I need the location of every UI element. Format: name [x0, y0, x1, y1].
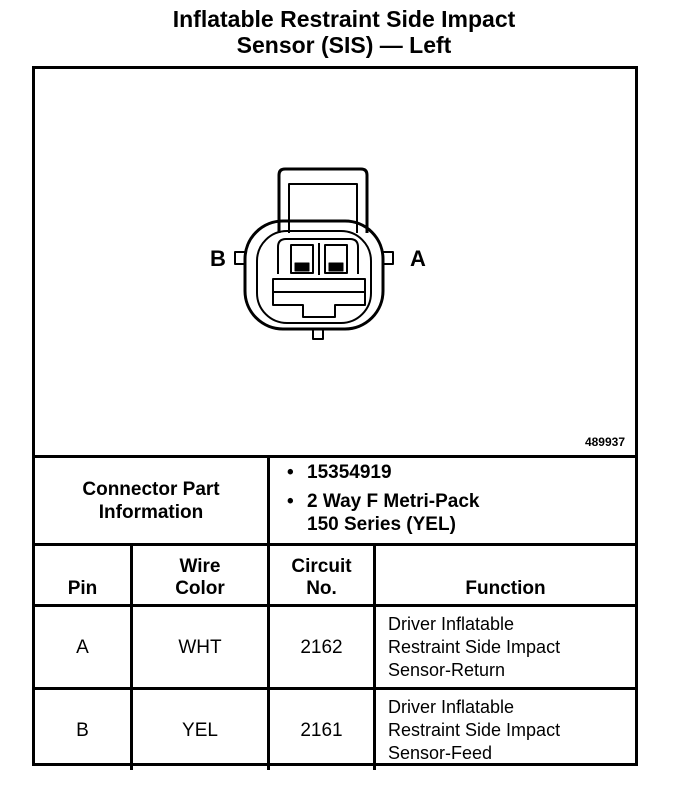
title-line-2: Sensor (SIS) — Left [236, 32, 452, 58]
connector-part-list [285, 461, 479, 542]
header-circuit-line-1: Circuit [291, 556, 352, 577]
function-line-1: Driver Inflatable [388, 613, 515, 634]
connector-diagram [35, 69, 635, 458]
connector-table-frame [32, 66, 638, 766]
header-circuit-line-2: No. [306, 578, 337, 599]
function-line-3: Sensor-Feed [388, 742, 493, 763]
function-line-2: Restraint Side Impact [388, 636, 561, 657]
part-number-item: • 15354919 [285, 461, 479, 484]
part-type-line-1: • 2 Way F Metri-Pack [307, 491, 480, 512]
function-cell [375, 689, 636, 771]
header-function: Function [375, 546, 636, 606]
connector-part-info [35, 458, 635, 546]
pin-a-label: A [410, 246, 426, 271]
part-type-item [285, 490, 479, 536]
document-title [0, 6, 688, 58]
figure-number: 489937 [584, 435, 625, 449]
circuit-cell: 2161 [269, 689, 375, 771]
table-row [35, 606, 635, 689]
function-line-1: Driver Inflatable [388, 696, 515, 717]
circuit-cell: 2162 [269, 606, 375, 689]
header-wire-line-2: Color [175, 578, 225, 599]
connector-part-label [35, 458, 270, 543]
wire-color-cell: WHT [132, 606, 269, 689]
function-line-3: Sensor-Return [388, 659, 506, 680]
header-circuit-no [269, 546, 375, 606]
connector-part-label-line-1: Connector Part [82, 478, 220, 500]
pin-b-label: B [210, 246, 226, 271]
header-wire-line-1: Wire [179, 556, 221, 577]
pin-table [35, 546, 635, 770]
header-pin: Pin [35, 546, 132, 606]
pin-table-header [35, 546, 635, 606]
wire-color-cell: YEL [132, 689, 269, 771]
connector-drawing [35, 69, 635, 455]
title-line-1: Inflatable Restraint Side Impact [172, 6, 516, 32]
connector-part-label-line-2: Information [98, 501, 204, 523]
function-cell [375, 606, 636, 689]
table-row [35, 689, 635, 771]
part-type-line-2: 150 Series (YEL) [307, 514, 456, 535]
function-line-2: Restraint Side Impact [388, 719, 561, 740]
pin-cell: A [35, 606, 132, 689]
pin-cell: B [35, 689, 132, 771]
header-wire-color [132, 546, 269, 606]
